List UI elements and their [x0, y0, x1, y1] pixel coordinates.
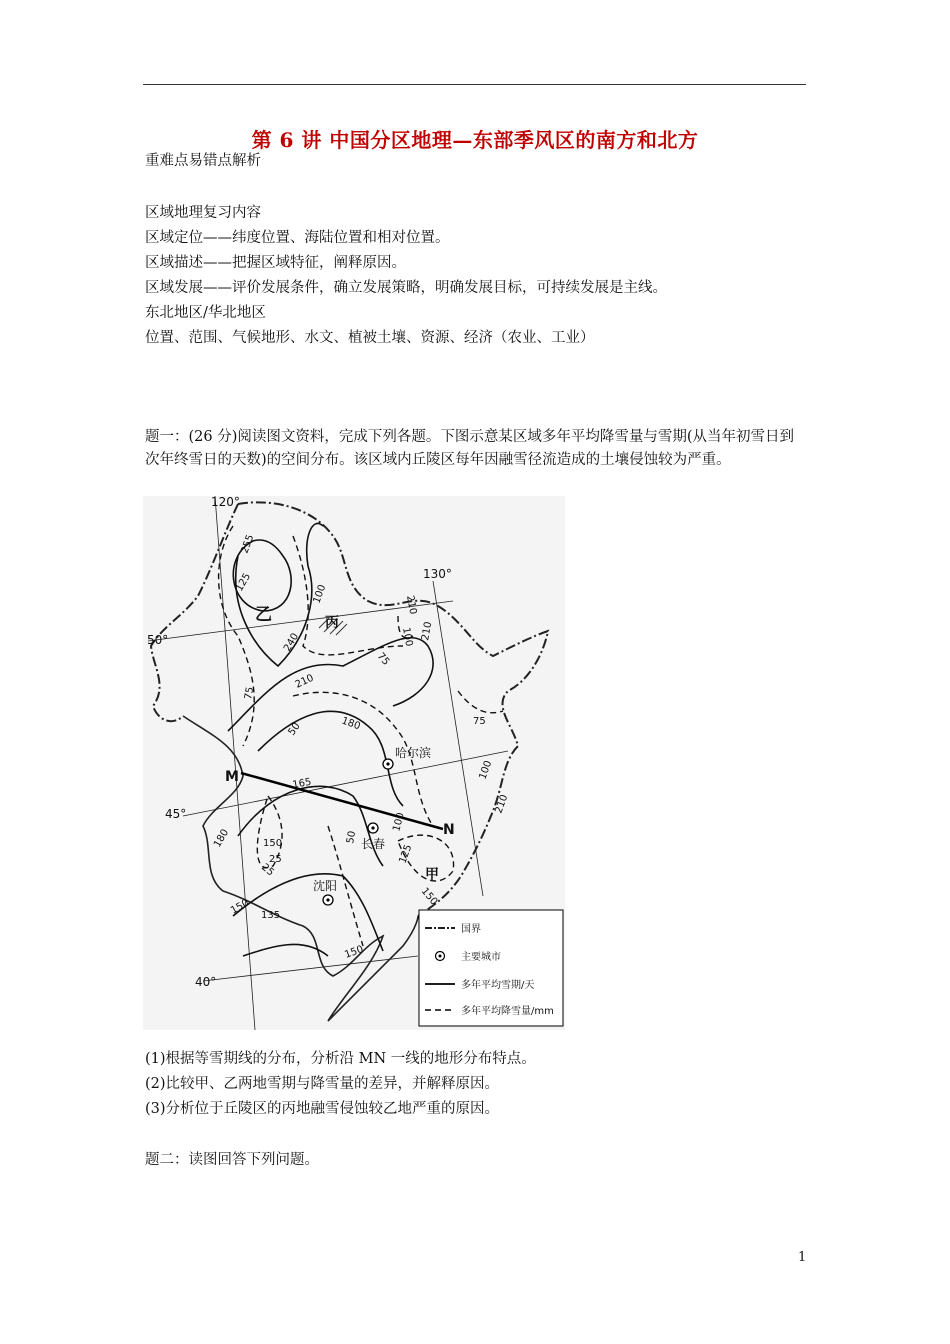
- review-heading: 区域地理复习内容: [145, 205, 261, 221]
- legend-border: 国界: [461, 924, 481, 935]
- isoline-label: 150: [343, 943, 365, 961]
- city-label: 哈尔滨: [395, 746, 432, 760]
- map-legend: [419, 910, 563, 1026]
- city-label: 长春: [361, 837, 386, 851]
- isoline-label: 240: [282, 631, 302, 654]
- isoline-label: 135: [261, 910, 281, 921]
- snowfall-isoline: [293, 536, 403, 655]
- place-jia: 甲: [425, 867, 439, 883]
- city-marker-shenyang: [323, 895, 333, 905]
- isoline-label: 180: [339, 715, 362, 733]
- place-yi: 乙: [255, 605, 272, 625]
- point-n: N: [443, 822, 455, 838]
- review-item: 位置、范围、气候地形、水文、植被土壤、资源、经济（农业、工业）: [145, 330, 595, 346]
- coastline: [183, 716, 418, 1021]
- city-marker-changchun: [368, 823, 378, 833]
- isoline-label: 165: [291, 776, 313, 791]
- review-item: 东北地区/华北地区: [145, 305, 266, 321]
- header-rule: [143, 84, 806, 85]
- isoline-label: 210: [404, 594, 419, 616]
- isoline-label: 180: [212, 827, 232, 850]
- isoline-label: 125: [397, 843, 415, 866]
- snow-distribution-map: [143, 496, 565, 1030]
- lon-label: 130°: [423, 567, 452, 581]
- snow-period-isoline: [233, 874, 383, 951]
- isoline-label: 150: [418, 885, 440, 908]
- place-bing: 丙: [325, 615, 339, 631]
- subquestion: (1)根据等雪期线的分布，分析沿 MN 一线的地形分布特点。: [145, 1051, 536, 1067]
- isoline-label: 150: [263, 838, 283, 849]
- page-number: 1: [798, 1250, 807, 1265]
- subquestion: (3)分析位于丘陵区的丙地融雪侵蚀较乙地严重的原因。: [145, 1101, 500, 1117]
- national-border: [238, 502, 548, 916]
- point-m: M: [225, 769, 239, 785]
- lat-label: 50°: [147, 633, 169, 647]
- isoline-label: 25: [269, 854, 282, 865]
- review-item: 区域定位——纬度位置、海陆位置和相对位置。: [145, 230, 450, 246]
- review-item: 区域描述——把握区域特征，阐释原因。: [145, 255, 406, 271]
- city-label: 沈阳: [313, 879, 338, 893]
- lat-label: 45°: [165, 807, 187, 821]
- snow-period-isoline: [243, 944, 328, 956]
- legend-snowfall: 多年平均降雪量/mm: [461, 1006, 554, 1017]
- page-title: 第 6 讲 中国分区地理—东部季风区的南方和北方: [251, 128, 699, 152]
- section-subtitle: 重难点易错点解析: [145, 153, 261, 169]
- isoline-label: 50: [286, 720, 303, 738]
- isoline-label: 75: [374, 650, 392, 668]
- review-item: 区域发展——评价发展条件，确立发展策略，明确发展目标，可持续发展是主线。: [145, 280, 667, 296]
- snow-period-isoline: [258, 711, 403, 806]
- isoline-label: 150: [229, 897, 252, 917]
- snow-period-isoline: [228, 638, 433, 731]
- isoline-label: 75: [473, 716, 486, 727]
- isoline-label: 255: [239, 533, 257, 556]
- isoline-label: 125: [234, 571, 254, 594]
- question2-text: 题二：读图回答下列问题。: [145, 1152, 319, 1168]
- legend-city: 主要城市: [461, 952, 501, 963]
- city-marker-harbin: [383, 759, 393, 769]
- isoline-label: 210: [293, 672, 316, 691]
- subquestion: (2)比较甲、乙两地雪期与降雪量的差异，并解释原因。: [145, 1076, 500, 1092]
- lat-label: 40°: [195, 975, 217, 989]
- legend-snow-period: 多年平均雪期/天: [461, 980, 535, 991]
- isoline-label: 50: [345, 830, 359, 845]
- lon-label: 120°: [211, 496, 240, 509]
- isoline-label: 210: [493, 793, 511, 816]
- isoline-label: 100: [400, 626, 415, 648]
- isoline-label: 100: [311, 583, 329, 606]
- isoline-label: 25: [259, 861, 276, 879]
- isoline-label: 75: [243, 686, 257, 701]
- isoline-label: 100: [477, 759, 495, 782]
- snow-period-isoline: [238, 786, 386, 866]
- isoline-label: 210: [420, 620, 435, 642]
- isoline-label: 100: [391, 811, 407, 833]
- question1-text: 题一：(26 分)阅读图文资料，完成下列各题。下图示意某区域多年平均降雪量与雪期(从当年初雪日到次年终雪日的天数)的空间分布。该区域内丘陵区每年因融雪径流造成的土壤侵蚀较为严重。: [145, 429, 795, 468]
- snowfall-isoline: [458, 691, 503, 713]
